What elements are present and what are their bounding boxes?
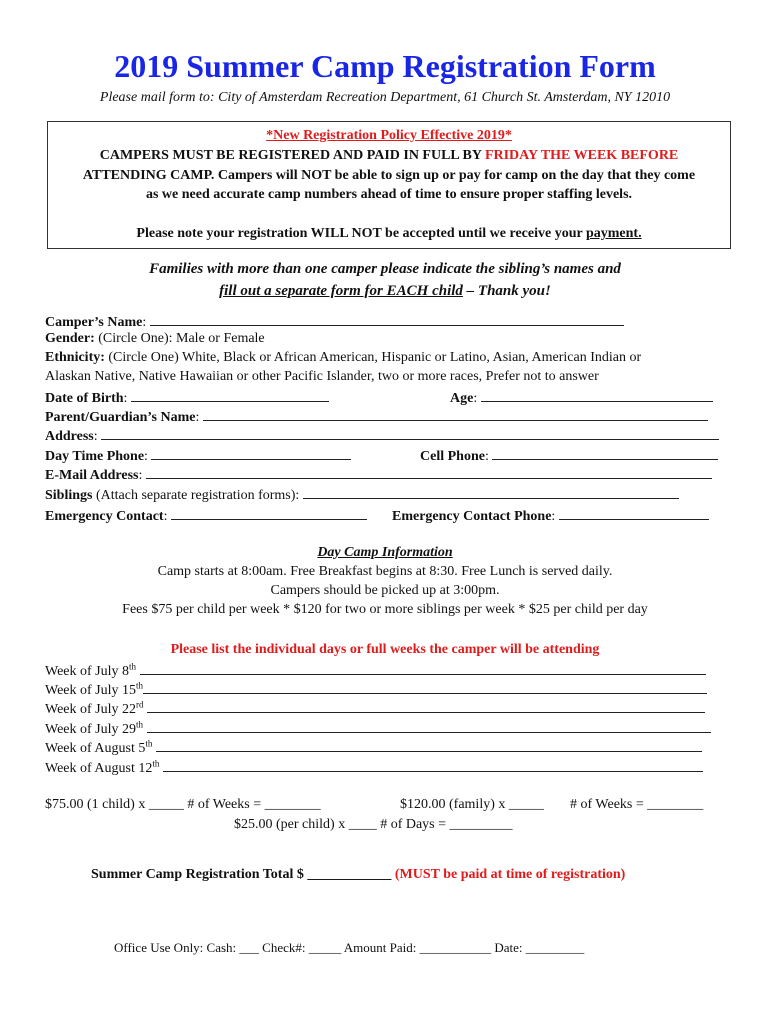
day-camp-heading	[0, 545, 770, 561]
ethnicity-field	[45, 350, 641, 366]
ethnicity-options[interactable]: (Circle One) White, Black or African American, Hispanic or Latino, Asian, American Indian or	[104, 350, 642, 365]
week-row[interactable]	[45, 738, 702, 757]
registration-total[interactable]	[91, 867, 625, 883]
week-line[interactable]	[163, 758, 703, 772]
parent-label: Parent/Guardian’s Name	[45, 410, 196, 425]
siblings-field[interactable]	[45, 485, 679, 504]
ethnicity-options-2[interactable]: Alaskan Native, Native Hawaiian or other Pacific Islander, two or more races, Prefer not to answer	[45, 369, 599, 384]
week-line[interactable]	[156, 738, 702, 752]
emergency-phone-line[interactable]	[559, 506, 709, 520]
families-note-separate: fill out a separate form for EACH child	[219, 283, 463, 299]
week-label: Week of July 15	[45, 683, 137, 698]
families-note-thanks: – Thank you!	[462, 283, 551, 299]
week-line[interactable]	[143, 680, 707, 694]
week-row[interactable]	[45, 680, 707, 699]
day-camp-line-2: Campers should be picked up at 3:00pm.	[270, 583, 500, 598]
fee-child-calc[interactable]: $75.00 (1 child) x _____ # of Weeks = ________	[45, 797, 321, 812]
emergency-phone-field[interactable]: Emergency Contact Phone:	[392, 506, 709, 525]
parent-field[interactable]: Parent/Guardian’s Name:	[45, 407, 708, 426]
fee-per-day-calc[interactable]: $25.00 (per child) x ____ # of Days = _________	[234, 817, 513, 832]
week-label: Week of August 12	[45, 761, 153, 776]
camper-name-label: Camper’s Name	[45, 315, 143, 330]
email-label: E-Mail Address	[45, 468, 139, 483]
registration-total-label[interactable]: Summer Camp Registration Total $ ____________	[91, 867, 392, 882]
address-field[interactable]: Address:	[45, 426, 719, 445]
cell-phone-field[interactable]: Cell Phone:	[420, 446, 718, 465]
week-line[interactable]	[140, 661, 706, 675]
week-label: Week of July 29	[45, 722, 137, 737]
week-suffix: th	[136, 719, 144, 730]
policy-line-1-text: CAMPERS MUST BE REGISTERED AND PAID IN FULL BY	[99, 148, 485, 163]
day-phone-field[interactable]: Day Time Phone:	[45, 446, 351, 465]
age-line[interactable]	[481, 388, 713, 402]
dob-label: Date of Birth	[45, 391, 124, 406]
week-suffix: th	[145, 738, 153, 749]
emergency-contact-line[interactable]	[171, 506, 367, 520]
week-suffix: th	[136, 680, 144, 691]
cell-phone-line[interactable]	[492, 446, 718, 460]
registration-total-note: (MUST be paid at time of registration)	[394, 867, 626, 882]
day-camp-line-1: Camp starts at 8:00am. Free Breakfast begins at 8:30. Free Lunch is served daily.	[157, 564, 613, 579]
week-suffix: th	[129, 661, 137, 672]
families-note-2	[0, 283, 770, 300]
emergency-contact-field[interactable]: Emergency Contact:	[45, 506, 367, 525]
week-line[interactable]	[147, 719, 711, 733]
policy-line-4	[48, 226, 730, 242]
week-label: Week of July 8	[45, 664, 130, 679]
day-camp-heading-text: Day Camp Information	[317, 545, 453, 560]
policy-deadline: FRIDAY THE WEEK BEFORE	[484, 148, 679, 163]
week-row[interactable]	[45, 661, 706, 680]
dob-field[interactable]: Date of Birth:	[45, 388, 329, 407]
day-phone-label: Day Time Phone	[45, 449, 145, 464]
address-label: Address	[45, 429, 94, 444]
emergency-contact-label: Emergency Contact	[45, 509, 164, 524]
gender-label: Gender:	[45, 331, 95, 346]
mail-instructions: Please mail form to: City of Amsterdam Recreation Department, 61 Church St. Amsterdam, NY 12010	[99, 90, 671, 105]
office-use-only: Office Use Only: Cash: ___ Check#: _____ Amount Paid: ___________ Date: _________	[114, 940, 585, 955]
day-phone-line[interactable]	[151, 446, 351, 460]
week-label: Week of August 5	[45, 741, 146, 756]
week-suffix: th	[152, 758, 160, 769]
address-line[interactable]	[101, 426, 719, 440]
ethnicity-label: Ethnicity:	[45, 350, 105, 365]
age-field[interactable]: Age:	[450, 388, 713, 407]
families-note-1: Families with more than one camper please indicate the sibling’s names and	[149, 261, 621, 277]
siblings-line[interactable]	[303, 485, 679, 499]
week-suffix: rd	[136, 699, 144, 710]
gender-options[interactable]: (Circle One): Male or Female	[94, 331, 265, 346]
camper-name-line[interactable]	[150, 312, 624, 326]
siblings-note: (Attach separate registration forms):	[92, 488, 303, 503]
camper-name-field[interactable]: Camper’s Name:	[45, 312, 624, 331]
fee-family-weeks[interactable]: # of Weeks = ________	[570, 797, 704, 812]
week-row[interactable]	[45, 699, 705, 718]
day-camp-line-3: Fees $75 per child per week * $120 for two or more siblings per week * $25 per child per day	[122, 602, 648, 617]
fee-family-calc[interactable]: $120.00 (family) x _____	[400, 797, 544, 812]
week-row[interactable]	[45, 758, 703, 777]
siblings-label: Siblings	[45, 488, 93, 503]
week-row[interactable]	[45, 719, 711, 738]
gender-field	[45, 331, 265, 347]
email-line[interactable]	[146, 465, 712, 479]
weeks-instruction: Please list the individual days or full weeks the camper will be attending	[170, 642, 600, 657]
dob-line[interactable]	[131, 388, 329, 402]
parent-line[interactable]	[203, 407, 708, 421]
age-label: Age	[450, 391, 474, 406]
form-title: 2019 Summer Camp Registration Form	[114, 48, 656, 84]
policy-box	[47, 121, 731, 249]
emergency-phone-label: Emergency Contact Phone	[392, 509, 552, 524]
policy-line-2: ATTENDING CAMP. Campers will NOT be able to sign up or pay for camp on the day that they come	[82, 168, 696, 183]
policy-payment: payment.	[585, 226, 642, 241]
week-label: Week of July 22	[45, 702, 137, 717]
email-field[interactable]: E-Mail Address:	[45, 465, 712, 484]
policy-heading: *New Registration Policy Effective 2019*	[266, 128, 512, 143]
policy-line-3: as we need accurate camp numbers ahead of time to ensure proper staffing levels.	[145, 187, 633, 202]
policy-line-1	[48, 148, 730, 164]
policy-line-4-text: Please note your registration WILL NOT be accepted until we receive your	[136, 226, 586, 241]
week-line[interactable]	[147, 699, 705, 713]
cell-phone-label: Cell Phone	[420, 449, 485, 464]
